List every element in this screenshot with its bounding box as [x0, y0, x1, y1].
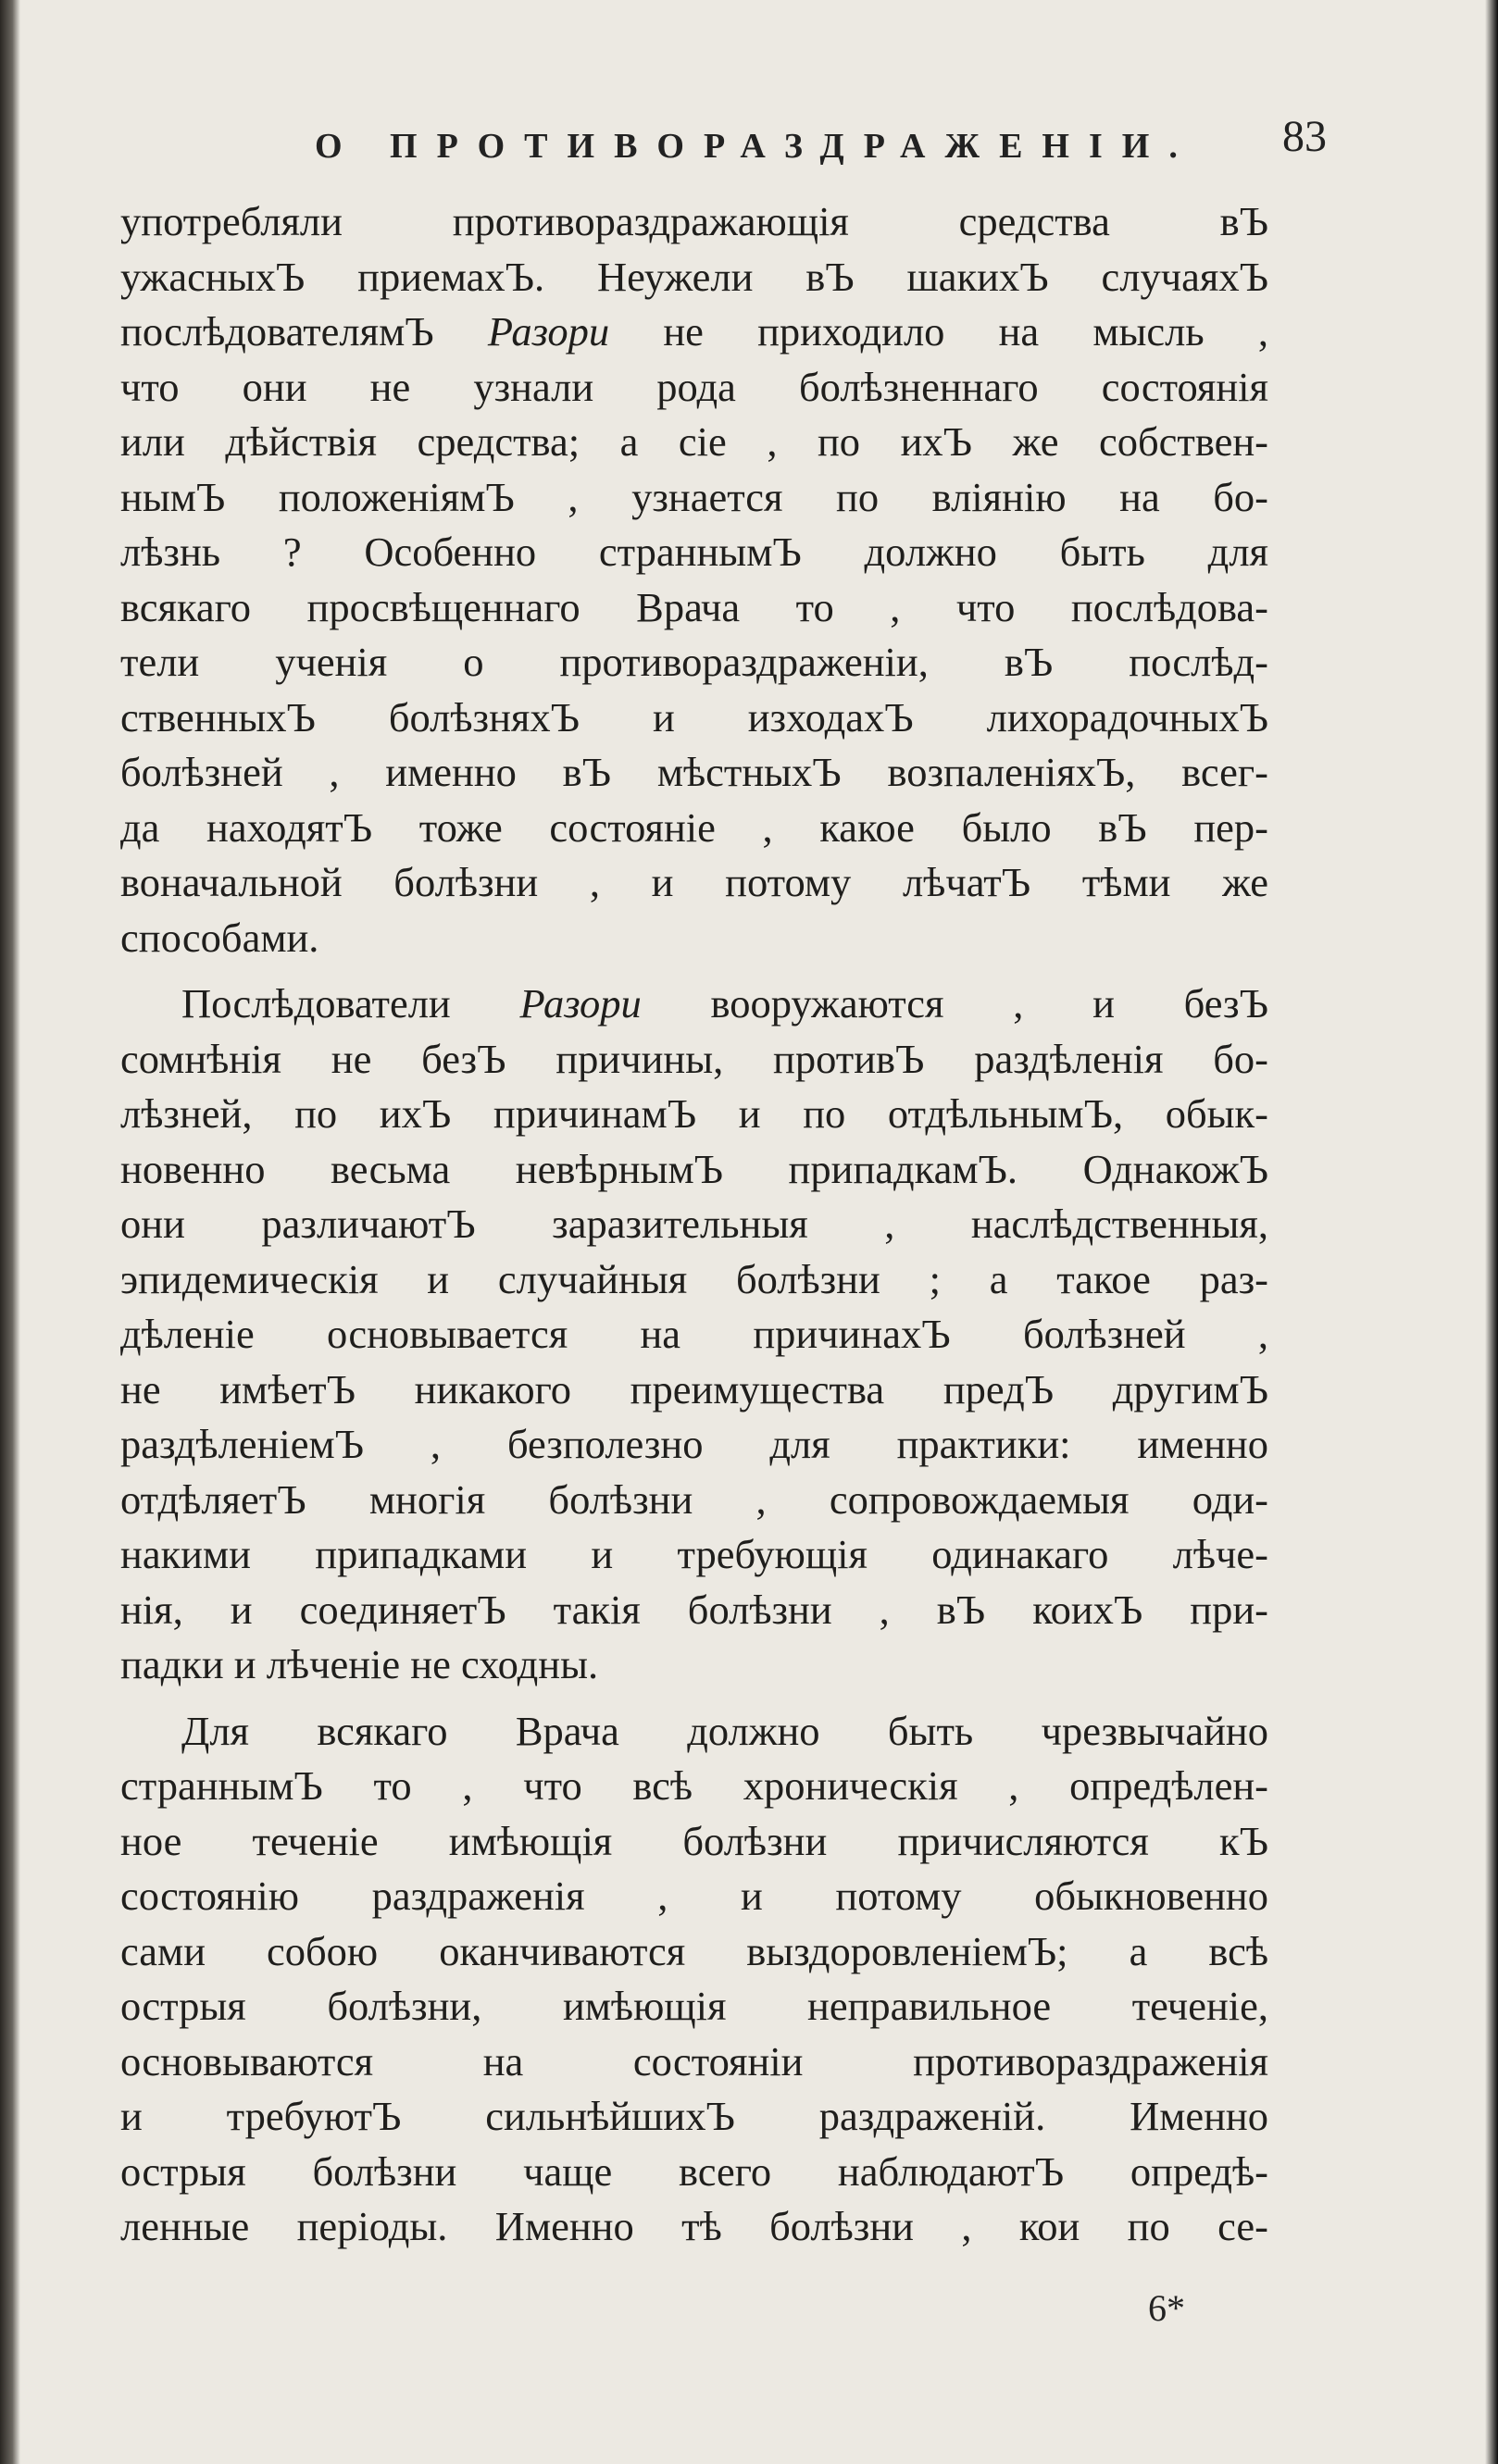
text-line: Послѣдователи Разори вооружаются , и безЪ: [181, 980, 1269, 1027]
text-line: лѣзнь ? Особенно страннымЪ должно быть для: [120, 529, 1268, 575]
text-line: и требуютЪ сильнѣйшихЪ раздраженій. Именно: [120, 2093, 1268, 2139]
text-line: отдѣляетЪ многія болѣзни , сопровождаемыя оди-: [120, 1475, 1268, 1523]
page-gutter-shadow: [0, 0, 20, 2464]
text-line: дѣленіе основывается на причинахЪ болѣзней ,: [120, 1311, 1268, 1357]
text-line: основываются на состояніи противораздраженія: [120, 2037, 1268, 2084]
text-line: употребляли противораздражающія средства вЪ: [120, 198, 1268, 244]
text-line: сомнѣнія не безЪ причины, противЪ раздѣленія бо-: [120, 1035, 1268, 1082]
text-line: они различаютЪ заразительныя , наслѣдственныя,: [120, 1201, 1268, 1247]
author-name-italic: Разори: [487, 308, 610, 355]
text-line: болѣзней , именно вЪ мѣстныхЪ возпаленіяхЪ, всег-: [120, 749, 1268, 795]
paragraph-1: [120, 194, 1268, 965]
page-number: 83: [1282, 112, 1327, 161]
paragraph-2: [120, 977, 1268, 1693]
page-header: [120, 111, 1327, 176]
text-line: всякаго просвѣщеннаго Врача то , что послѣдова-: [120, 583, 1268, 630]
text-line: ное теченіе имѣющія болѣзни причисляются кЪ: [120, 1817, 1268, 1864]
author-name-italic: Разори: [519, 980, 642, 1027]
body-text: [120, 194, 1268, 2266]
text-line: или дѣйствія средства; а сіе , по ихЪ же собствен-: [120, 418, 1268, 465]
text-line: накими припадками и требующія одинакаго лѣче-: [120, 1531, 1268, 1577]
text-line: состоянію раздраженія , и потому обыкновенно: [120, 1873, 1268, 1919]
text-line: Для всякаго Врача должно быть чрезвычайно: [181, 1707, 1268, 1754]
text-line: острыя болѣзни чаще всего наблюдаютЪ опредѣ-: [120, 2147, 1268, 2195]
text-line: послѣдователямЪ Разори не приходило на мысль ,: [120, 308, 1268, 355]
text-line: ленные періоды. Именно тѣ болѣзни , кои по се-: [120, 2203, 1268, 2249]
text-line: острыя болѣзни, имѣющія неправильное теченіе,: [120, 1983, 1268, 2029]
signature-mark: 6*: [1148, 2287, 1185, 2329]
text-line: лѣзней, по ихЪ причинамЪ и по отдѣльнымЪ, обык-: [120, 1090, 1268, 1137]
text-line: нымЪ положеніямЪ , узнается по вліянію на бо-: [120, 473, 1268, 520]
text-line: раздѣленіемЪ , безполезно для практики: именно: [120, 1421, 1268, 1467]
text-line: страннымЪ то , что всѣ хроническія , опредѣлен-: [120, 1762, 1268, 1809]
text-line: нія, и соединяетЪ такія болѣзни , вЪ коихЪ при-: [120, 1586, 1268, 1633]
text-line: что они не узнали рода болѣзненнаго состоянія: [120, 363, 1268, 410]
paragraph-3: [120, 1704, 1268, 2255]
text-line: ужасныхЪ приемахЪ. Неужели вЪ шакихЪ случаяхЪ: [120, 253, 1268, 300]
text-line: не имѣетЪ никакого преимущества предЪ другимЪ: [120, 1365, 1268, 1412]
text-line: да находятЪ тоже состояніе , какое было вЪ пер-: [120, 803, 1268, 851]
text-line: ственныхЪ болѣзняхЪ и изходахЪ лихорадочныхЪ: [120, 693, 1268, 740]
text-line: эпидемическія и случайныя болѣзни ; а такое раз-: [120, 1255, 1268, 1302]
text-line: сами собою оканчиваются выздоровленіемЪ; а всѣ: [120, 1927, 1268, 1974]
text-line: новенно весьма невѣрнымЪ припадкамЪ. ОднакожЪ: [120, 1145, 1268, 1192]
running-title: О ПРОТИВОРАЗДРАЖЕНІИ.: [315, 127, 1197, 166]
text-line: тели ученія о противораздраженіи, вЪ послѣд-: [120, 639, 1268, 685]
page-edge-shadow: [1485, 0, 1498, 2464]
text-line: воначальной болѣзни , и потому лѣчатЪ тѣми же: [120, 859, 1268, 905]
text-line: падки и лѣченіе не сходны.: [120, 1641, 599, 1687]
text-line: способами.: [120, 914, 319, 961]
